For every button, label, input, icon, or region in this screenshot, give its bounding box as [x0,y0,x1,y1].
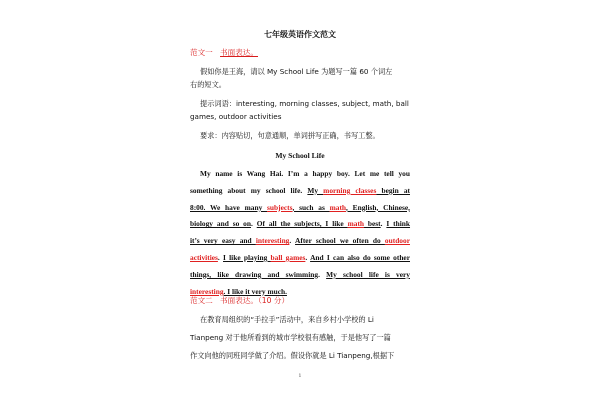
essay-line [190,270,410,279]
highlighted-keyword: interesting [255,236,290,246]
section2-tag: 书面表达。（10 分） [220,296,290,305]
section1-heading [190,48,258,57]
highlighted-keyword: math [329,202,347,212]
essay-text: After school we often do [295,236,385,246]
essay-text: My school life is very [326,269,410,279]
essay-line [190,219,410,228]
essay-text: And I can also do some other [310,253,410,262]
document-page [190,30,410,395]
highlighted-keyword: morning classes [323,185,377,195]
essay-text: best [364,219,381,229]
section2-line-3: 作文向他的同班同学做了介绍。假设你就是 Li Tianpeng,根据下 [190,351,395,360]
essay-text: 8:00. We have many [190,202,268,212]
section2-heading [190,296,289,305]
section2-line-1: 在教育局组织的“手拉手”活动中，来自乡村小学校的 Li [200,315,374,324]
prompt-line-1: 假如你是王海，请以 My School Life 为题写一篇 60 个词左 [200,67,393,76]
prompt-line-2: 右的短文。 [190,80,226,89]
essay-text: . [217,253,224,262]
section1-label: 范文一 [190,48,213,57]
essay-text: things, like drawing and swimming [190,269,319,279]
highlighted-keyword: math [347,219,365,229]
essay-text: biology and so on [190,219,251,229]
essay-text: My [307,185,324,195]
highlighted-keyword: subjects [267,202,293,212]
section2-label: 范文二 [190,296,213,305]
essay-title: My School Life [275,151,325,160]
essay-text: My name is Wang Hai. I’m a happy boy. Let me tell you [200,169,410,178]
highlighted-keyword: ball games [270,253,306,262]
essay-line [200,169,410,178]
essay-text: , English, Chinese, [346,202,410,212]
essay-line [190,253,410,262]
essay-text: , such as [292,202,330,212]
document-title: 七年级英语作文范文 [264,30,336,39]
section2-line-2: Tianpeng 对于他所看到的城市学校很有感触，于是他写了一篇 [190,333,391,342]
page-number: 1 [298,373,302,379]
highlighted-keyword: outdoor [384,236,410,246]
essay-text: I think [386,219,411,229]
essay-text: . [380,219,387,229]
highlighted-keyword: activities [190,253,218,262]
prompt-line-4: games, outdoor activities [190,112,282,121]
essay-line [190,287,410,296]
essay-line [190,203,410,212]
essay-text: . [318,269,327,279]
essay-text: . [289,236,296,246]
essay-text: it’s very easy and [190,236,256,246]
essay-text: something about my school life. [190,185,308,195]
essay-line [190,236,410,245]
essay-text: . [250,219,257,229]
essay-line [190,186,410,195]
essay-text: I like playing [223,253,271,262]
essay-text: . I like it very much. [223,286,287,296]
highlighted-keyword: interesting [190,286,224,296]
essay-text: Of all the subjects, I like [256,219,348,229]
prompt-line-3: 提示词语：interesting, morning classes, subject, math, ball [200,99,409,108]
essay-text: . [305,253,311,262]
essay-text: begin at [376,185,410,195]
section1-tag: 书面表达。 [220,48,258,57]
prompt-line-5: 要求：内容贴切，句意通顺，单词拼写正确，书写工整。 [200,131,380,140]
